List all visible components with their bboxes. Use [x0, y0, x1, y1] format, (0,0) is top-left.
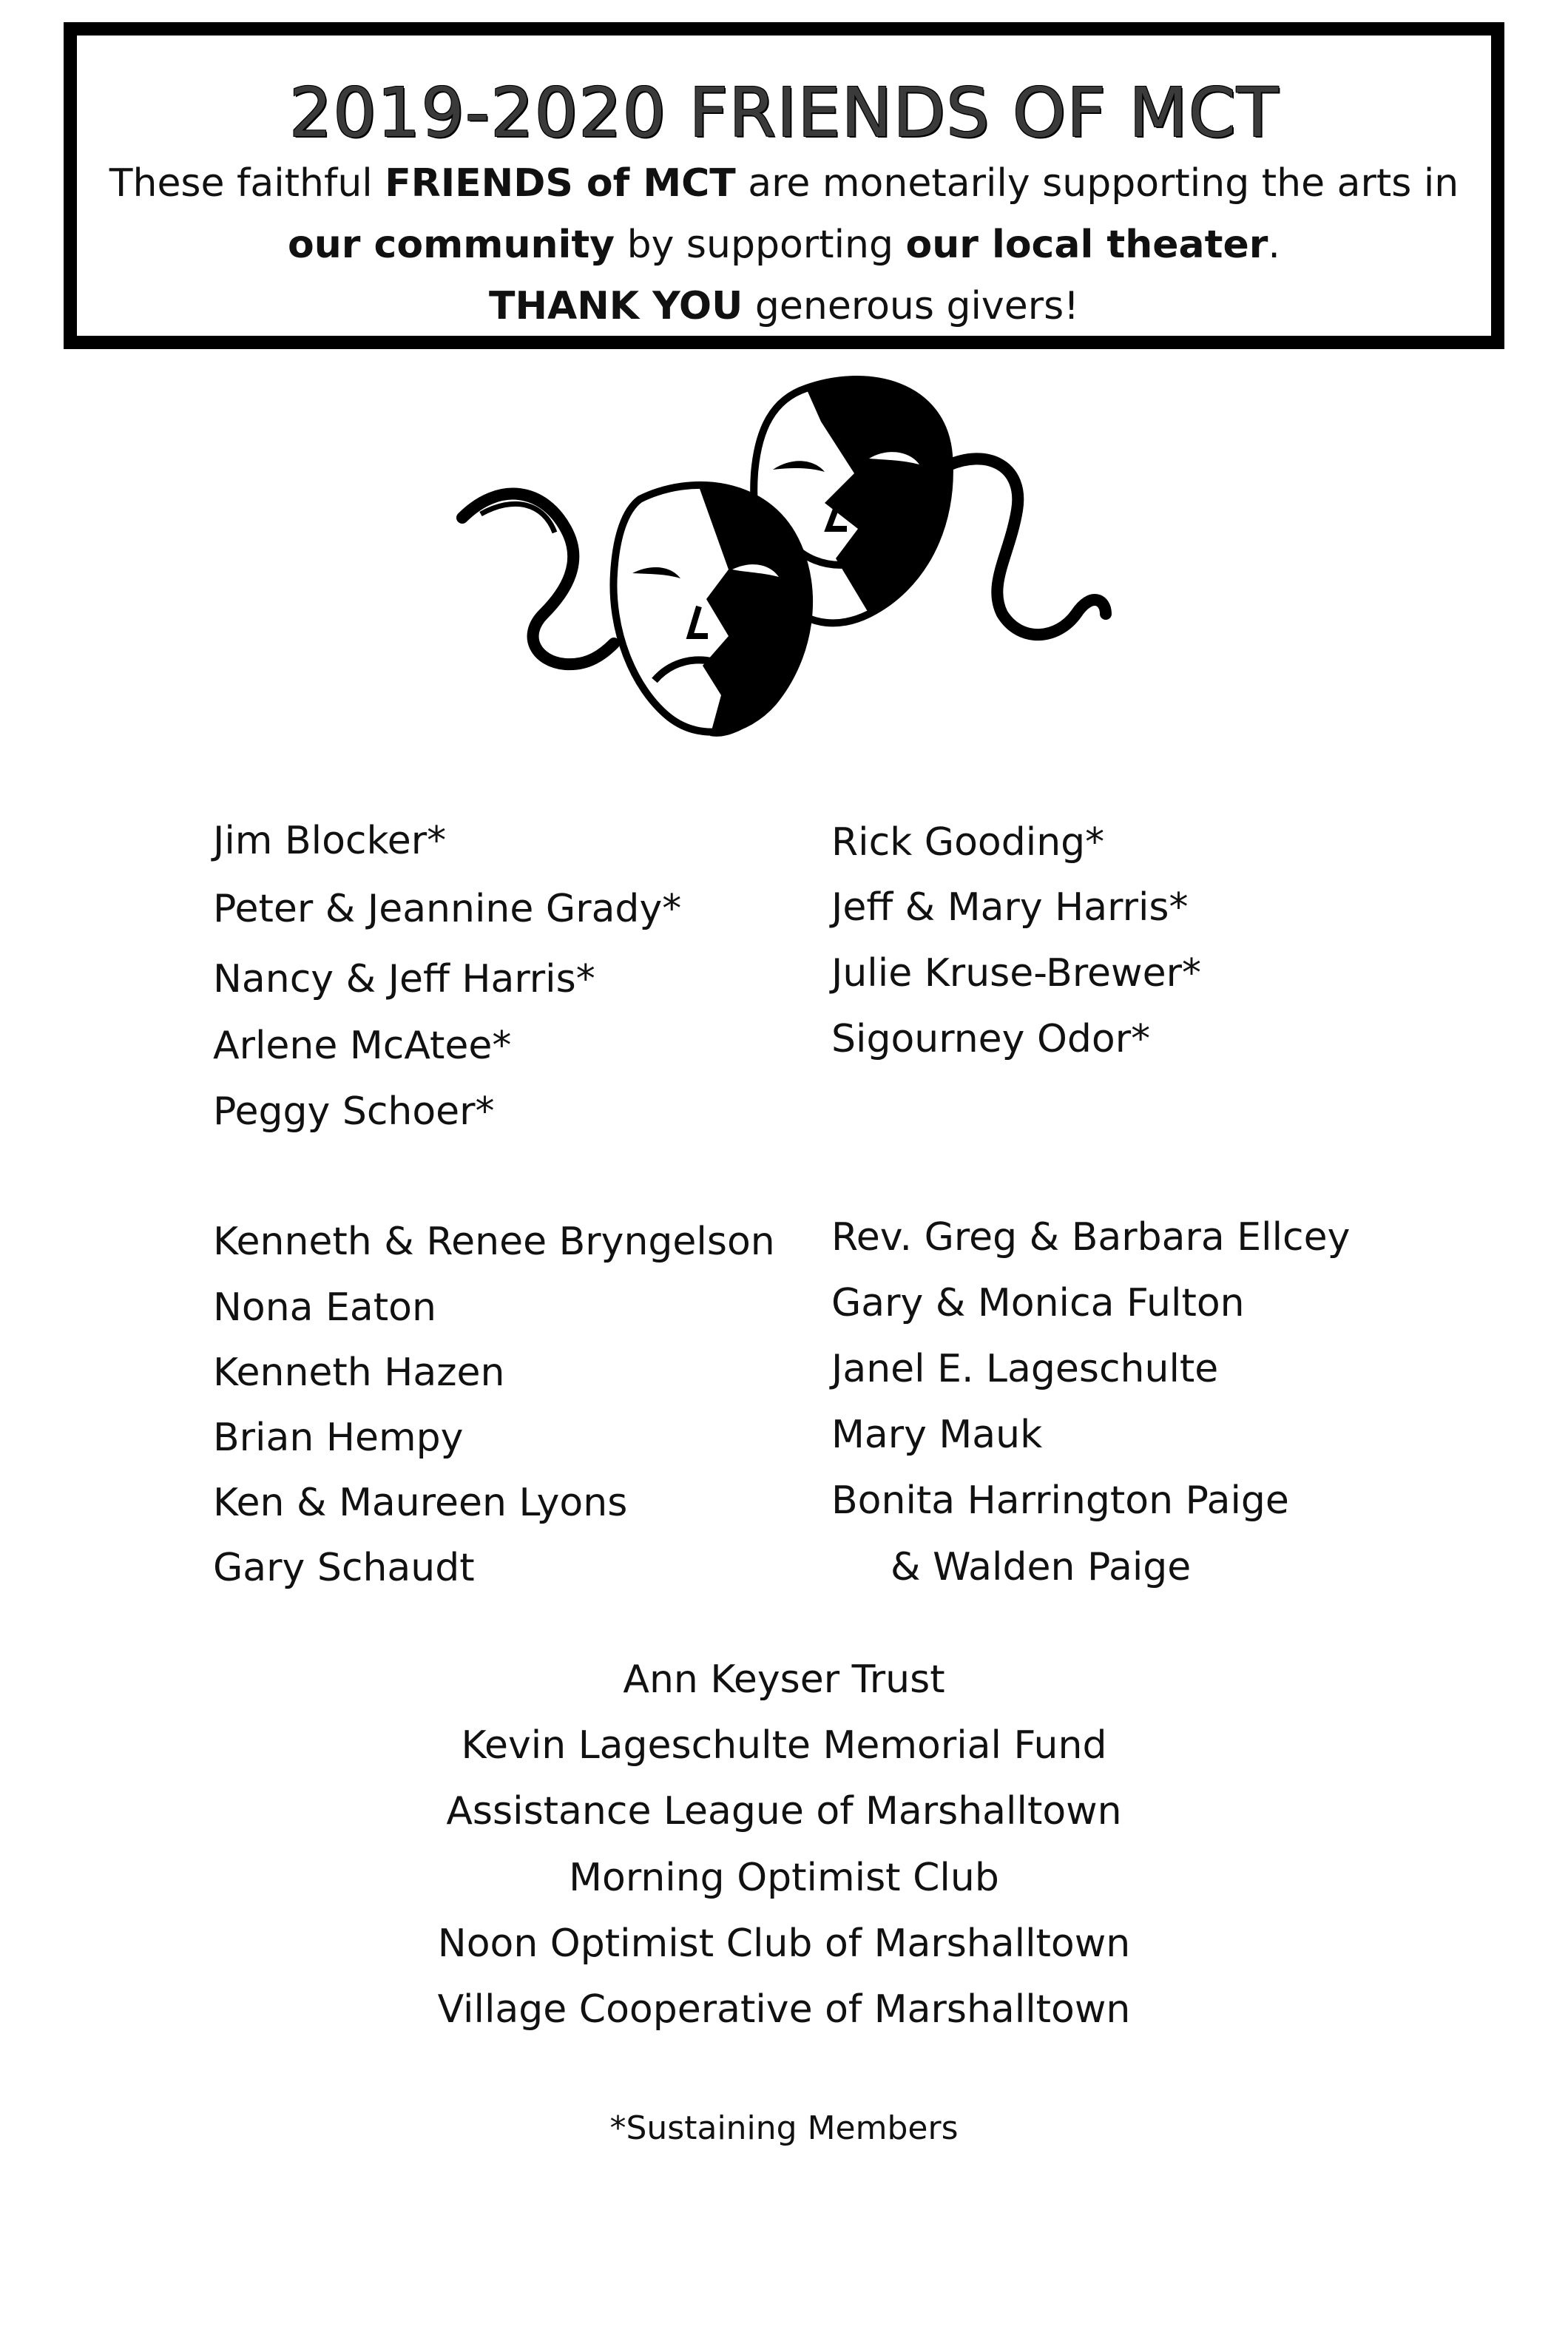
organization-item: Village Cooperative of Marshalltown [437, 1987, 1131, 2032]
list-item: Peter & Jeannine Grady* [213, 887, 682, 931]
intro-text: are monetarily supporting the arts in [735, 161, 1459, 206]
list-item: Janel E. Lageschulte [831, 1347, 1219, 1391]
organization-item: Assistance League of Marshalltown [446, 1789, 1122, 1833]
list-item: Brian Hempy [213, 1416, 464, 1460]
footnote: *Sustaining Members [609, 2109, 959, 2147]
list-item: Kenneth Hazen [213, 1351, 505, 1395]
list-item: Sigourney Odor* [831, 1017, 1151, 1061]
intro-text: These faithful [109, 161, 385, 206]
list-item: Gary & Monica Fulton [831, 1281, 1245, 1325]
list-item: Bonita Harrington Paige [831, 1478, 1289, 1523]
intro-bold-text: THANK YOU [488, 284, 743, 328]
intro-line-2 [77, 223, 1491, 267]
list-item: & Walden Paige [891, 1545, 1192, 1589]
intro-text: generous givers! [743, 284, 1080, 328]
intro-line-3 [77, 284, 1491, 328]
intro-bold-text: our local theater [905, 223, 1268, 267]
intro-line-1 [77, 161, 1491, 206]
list-item: Rick Gooding* [831, 820, 1105, 865]
tragedy-mask [613, 485, 809, 737]
intro-bold-text: our community [288, 223, 615, 267]
organization-item: Morning Optimist Club [569, 1856, 999, 1900]
list-item: Julie Kruse-Brewer* [831, 951, 1201, 996]
organization-item: Noon Optimist Club of Marshalltown [437, 1922, 1131, 1966]
list-item: Mary Mauk [831, 1413, 1043, 1457]
header-box [64, 22, 1504, 349]
organization-item: Ann Keyser Trust [623, 1657, 945, 1702]
intro-text: . [1268, 223, 1280, 267]
list-item: Jim Blocker* [213, 819, 447, 863]
list-item: Peggy Schoer* [213, 1089, 495, 1134]
page-title: 2019-2020 FRIENDS OF MCT [288, 73, 1280, 152]
list-item: Gary Schaudt [213, 1546, 475, 1590]
list-item: Kenneth & Renee Bryngelson [213, 1220, 775, 1264]
list-item: Nancy & Jeff Harris* [213, 957, 595, 1001]
comedy-tragedy-masks-icon [455, 370, 1121, 791]
list-item: Ken & Maureen Lyons [213, 1481, 628, 1525]
list-item: Nona Eaton [213, 1285, 436, 1330]
intro-bold-text: FRIENDS of MCT [385, 161, 736, 206]
organization-item: Kevin Lageschulte Memorial Fund [461, 1723, 1107, 1768]
list-item: Arlene McAtee* [213, 1024, 512, 1068]
list-item: Rev. Greg & Barbara Ellcey [831, 1215, 1351, 1260]
list-item: Jeff & Mary Harris* [831, 885, 1189, 930]
intro-text: by supporting [615, 223, 906, 267]
